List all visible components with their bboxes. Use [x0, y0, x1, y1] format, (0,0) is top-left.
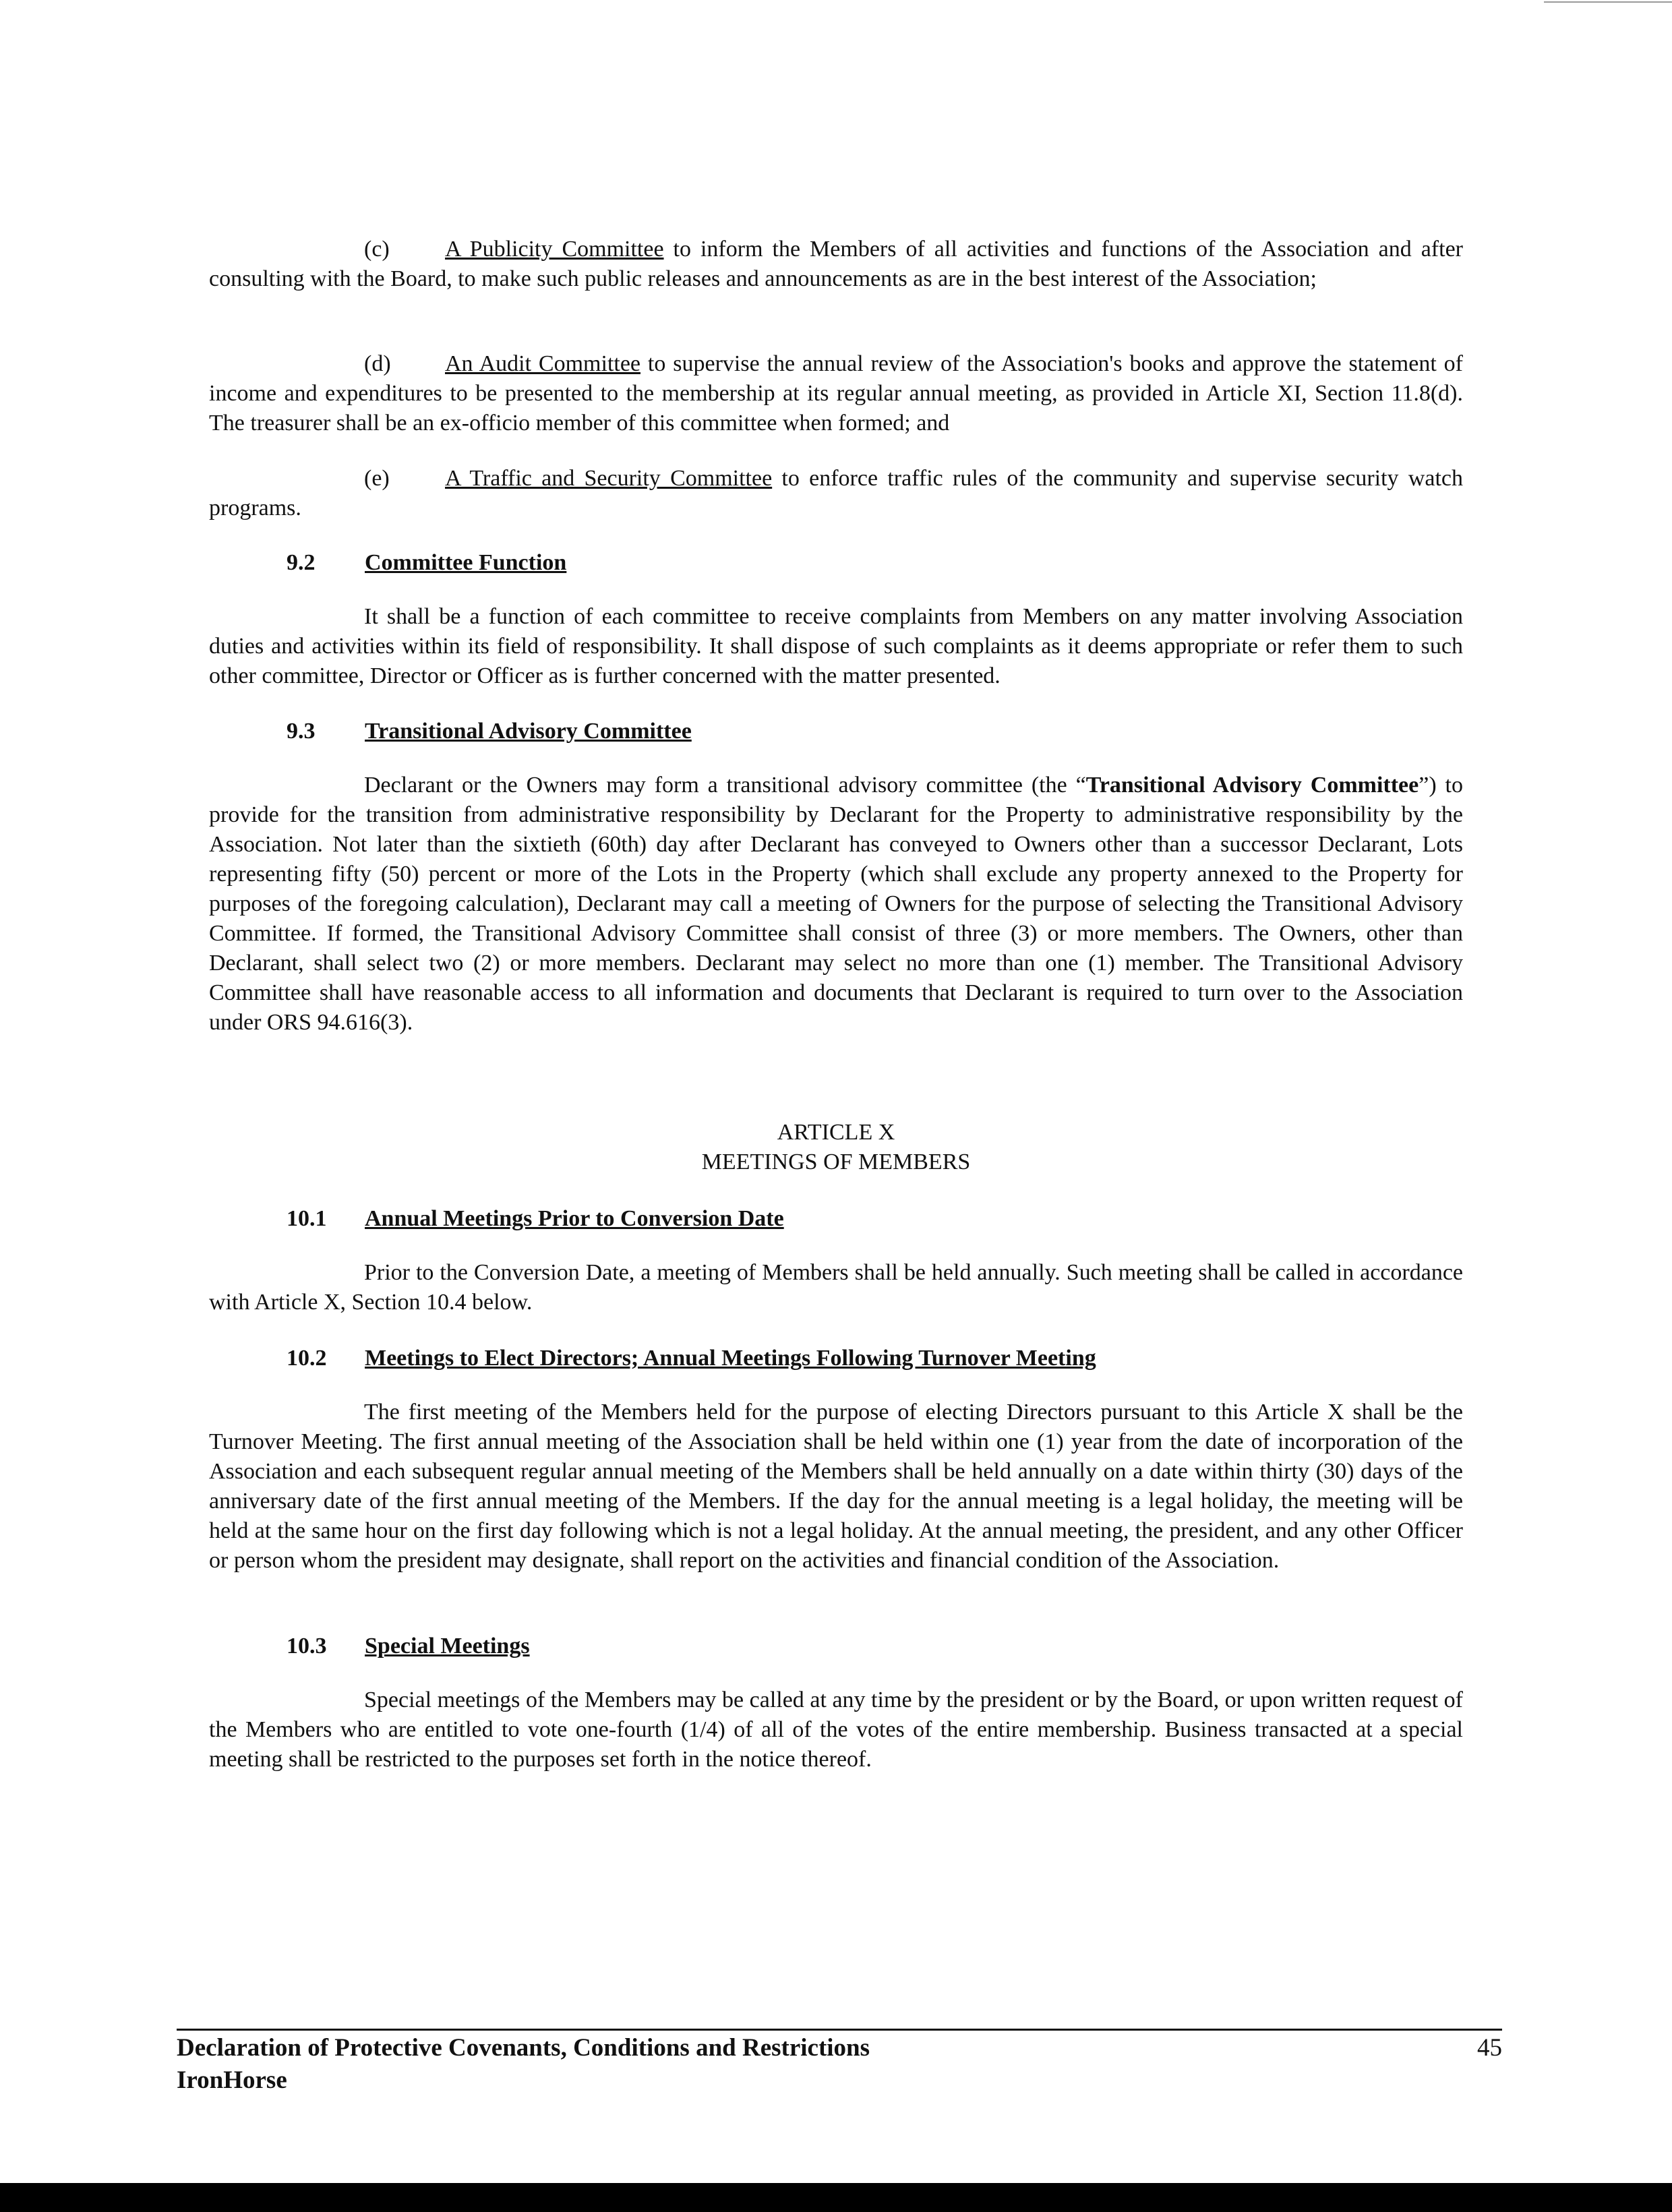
section-title: Meetings to Elect Directors; Annual Meetings Following Turnover Meeting — [365, 1346, 1096, 1371]
section-title: Transitional Advisory Committee — [365, 719, 692, 744]
item-text: to inform the Members of all activities and functions of the Association and after consulting with the Board, to make such public releases and announcements as are in the best interest of the Association; — [209, 237, 1463, 291]
page-footer — [177, 2032, 1502, 2097]
paragraph: The first meeting of the Members held for the purpose of electing Directors pursuant to this Article X shall be the Turnover Meeting. The first annual meeting of the Association shall be held within one (1) year from the date of incorporation of the Association and each subsequent regular annual meeting of the Members shall be held annually on a date within thirty (30) days of the anniversary date of the first annual meeting of the Members. If the day for the annual meeting is a legal holiday, the meeting will be held at the same hour on the first day following which is not a legal holiday. At the annual meeting, the president, and any other Officer or person whom the president may designate, shall report on the activities and financial condition of the Association. — [209, 1400, 1463, 1573]
paragraph: Special meetings of the Members may be called at any time by the president or by the Board, or upon written request of the Members who are entitled to vote one-fourth (1/4) of all of the votes of the entire membership. Business transacted at a special meeting shall be restricted to the purposes set forth in the notice thereof. — [209, 1687, 1463, 1772]
article-number: ARTICLE X — [777, 1120, 895, 1145]
footer-project-name: IronHorse — [177, 2066, 287, 2094]
section-heading-9-3 — [287, 717, 692, 746]
section-body-10-2 — [209, 1398, 1463, 1576]
section-number: 9.3 — [287, 719, 316, 744]
scan-edge-mark — [1544, 1, 1672, 3]
section-number: 10.3 — [287, 1634, 327, 1658]
paragraph: It shall be a function of each committee to receive complaints from Members on any matter involving Association duties and activities within its field of responsibility. It shall dispose of such complaints as it deems appropriate or refer them to such other committee, Director or Officer as is further concerned with the matter presented. — [209, 604, 1463, 688]
item-traffic-security-committee — [209, 464, 1463, 523]
item-audit-committee — [209, 349, 1463, 438]
article-title: MEETINGS OF MEMBERS — [701, 1149, 971, 1174]
article-heading — [209, 1118, 1463, 1177]
defined-term: Transitional Advisory Committee — [1085, 773, 1419, 798]
paragraph — [209, 771, 1463, 1038]
section-heading-10-3 — [287, 1632, 530, 1661]
section-heading-10-2 — [287, 1344, 1096, 1373]
item-publicity-committee — [209, 235, 1463, 294]
footer-rule — [177, 2029, 1502, 2031]
section-heading-10-1 — [287, 1204, 784, 1234]
section-title: Annual Meetings Prior to Conversion Date — [365, 1206, 784, 1231]
section-title: Committee Function — [365, 550, 567, 575]
page-number: 45 — [1477, 2034, 1502, 2062]
scan-bottom-edge — [0, 2183, 1672, 2212]
item-title: A Traffic and Security Committee — [445, 466, 773, 491]
section-number: 10.1 — [287, 1206, 327, 1231]
section-number: 10.2 — [287, 1346, 327, 1371]
section-body-10-3 — [209, 1685, 1463, 1774]
paragraph-text: ”) to provide for the transition from administrative responsibility by Declarant for the Property to administrative responsibility by the Association. Not later than the sixtieth (60th) day after Declarant has conveyed to Owners other than a successor Declarant, Lots representing fifty (50) percent or more of the Lots in the Property (which shall exclude any property annexed to the Property for purposes of the foregoing calculation), Declarant may call a meeting of Owners for the purpose of selecting the Transitional Advisory Committee. If formed, the Transitional Advisory Committee shall consist of three (3) or more members. The Owners, other than Declarant, shall select two (2) or more members. Declarant may select no more than one (1) member. The Transitional Advisory Committee shall have reasonable access to all information and documents that Declarant is required to turn over to the Association under ORS 94.616(3). — [209, 773, 1463, 1035]
section-body-9-3 — [209, 771, 1463, 1038]
section-heading-9-2 — [287, 548, 566, 578]
item-letter: (d) — [364, 351, 391, 376]
item-letter: (c) — [364, 237, 390, 262]
item-text: to enforce traffic rules of the community and supervise security watch programs. — [209, 466, 1464, 520]
paragraph-text: Declarant or the Owners may form a transitional advisory committee (the “ — [364, 773, 1086, 798]
section-number: 9.2 — [287, 550, 316, 575]
paragraph: Prior to the Conversion Date, a meeting of Members shall be held annually. Such meeting shall be called in accordance with Article X, Section 10.4 below. — [209, 1260, 1463, 1315]
item-title: A Publicity Committee — [445, 237, 664, 262]
item-letter: (e) — [364, 466, 390, 491]
section-body-9-2 — [209, 602, 1463, 691]
footer-document-title: Declaration of Protective Covenants, Conditions and Restrictions — [177, 2034, 870, 2062]
section-title: Special Meetings — [365, 1634, 530, 1658]
item-title: An Audit Committee — [445, 351, 641, 376]
section-body-10-1 — [209, 1258, 1463, 1317]
item-text: to supervise the annual review of the Association's books and approve the statement of income and expenditures to be presented to the membership at its regular annual meeting, as provided in Article XI, Section 11.8(d). The treasurer shall be an ex-officio member of this committee when formed; and — [209, 351, 1463, 436]
